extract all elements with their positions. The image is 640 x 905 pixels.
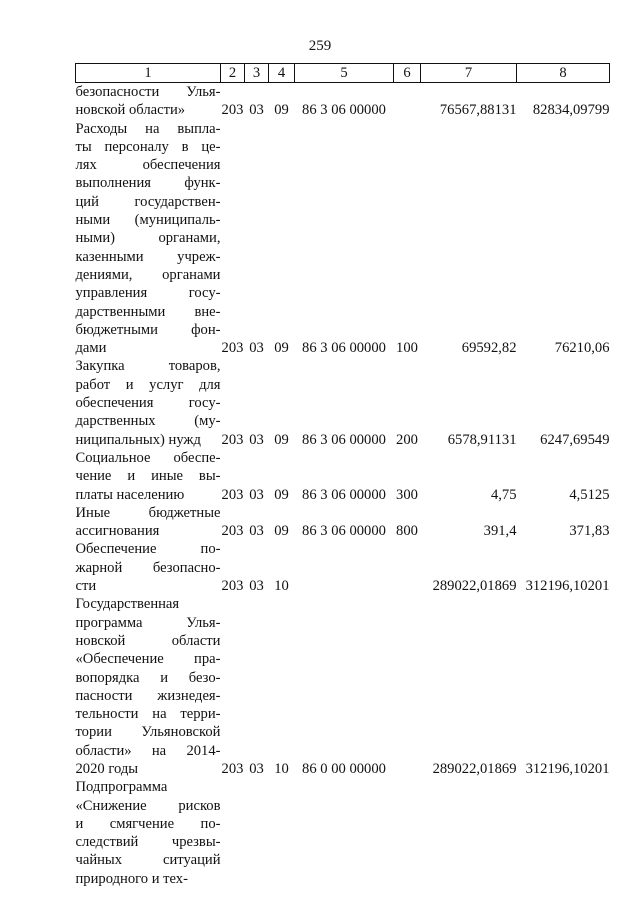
col-glava: 203 (221, 760, 244, 777)
page-number: 259 (308, 38, 332, 54)
col-amount-year-1: 76567,88131 (439, 102, 517, 119)
col-target-article (295, 540, 394, 595)
table-row (76, 778, 610, 888)
table-row (76, 83, 610, 120)
col-expense-type (394, 595, 421, 778)
description-line: платы населению (75, 486, 185, 503)
col-glava: 203 (221, 578, 244, 595)
description-line: дарственными вне- (75, 303, 221, 320)
col-razdel: 03 (249, 431, 264, 448)
description-line: программа Улья- (75, 614, 221, 631)
table-row (76, 540, 610, 595)
row-description (76, 120, 221, 358)
col-razdel: 03 (249, 486, 264, 503)
header-col-5: 5 (295, 64, 394, 83)
col-expense-type (394, 83, 421, 120)
description-line: бюджетными фон- (75, 321, 221, 338)
col-razdel: 03 (249, 340, 264, 357)
description-line: сти (75, 578, 97, 595)
description-line: Подпрограмма (75, 779, 168, 796)
col-target-article: 86 3 06 00000 (302, 431, 386, 448)
row-description (76, 449, 221, 504)
col-target-article: 86 3 06 00000 (302, 523, 386, 540)
row-description (76, 83, 221, 120)
header-col-6: 6 (394, 64, 421, 83)
col-expense-type: 300 (396, 486, 418, 503)
description-line: безопасности Улья- (75, 84, 221, 100)
col-glava (221, 778, 245, 888)
col-razdel: 03 (249, 760, 264, 777)
col-podrazdel: 09 (274, 431, 289, 448)
col-amount-year-1: 289022,01869 (432, 760, 517, 777)
budget-table (75, 63, 610, 888)
description-line: жарной безопасно- (75, 559, 221, 576)
col-amount-year-2: 312196,10201 (525, 760, 610, 777)
col-target-article: 86 3 06 00000 (302, 340, 386, 357)
description-line: ными) органами, (75, 230, 221, 247)
description-line: чайных ситуаций (75, 852, 221, 869)
description-line: Иные бюджетные (75, 504, 221, 521)
col-amount-year-1: 69592,82 (461, 340, 517, 357)
description-line: дарственных (му- (75, 413, 221, 430)
description-line: вопорядка и безо- (75, 669, 221, 686)
col-amount-year-2 (517, 778, 610, 888)
description-line: работ и услуг для (75, 376, 221, 393)
description-line: управления госу- (75, 285, 221, 302)
description-line: казенными учреж- (75, 248, 221, 265)
col-glava: 203 (221, 486, 244, 503)
description-line: выполнения функ- (75, 175, 221, 192)
col-amount-year-1: 391,4 (483, 523, 517, 540)
description-line: новской области» (75, 102, 186, 119)
col-amount-year-1: 289022,01869 (432, 578, 517, 595)
col-target-article: 86 3 06 00000 (302, 102, 386, 119)
row-description (76, 357, 221, 448)
col-amount-year-2: 76210,06 (554, 340, 610, 357)
col-amount-year-2: 312196,10201 (525, 578, 610, 595)
col-podrazdel: 10 (274, 760, 289, 777)
description-line: Расходы на выпла- (75, 120, 221, 137)
description-line: Государственная (75, 596, 180, 613)
col-podrazdel: 09 (274, 486, 289, 503)
description-line: и смягчение по- (75, 815, 221, 832)
description-line: тельности на терри- (75, 706, 221, 723)
description-line: ций государствен- (75, 193, 221, 210)
table-row (76, 357, 610, 448)
col-expense-type (394, 540, 421, 595)
col-amount-year-2: 371,83 (569, 523, 610, 540)
description-line: Социальное обеспе- (75, 449, 221, 466)
col-glava: 203 (221, 431, 244, 448)
col-podrazdel: 09 (274, 523, 289, 540)
col-glava: 203 (221, 340, 244, 357)
col-amount-year-2: 82834,09799 (532, 102, 610, 119)
col-expense-type: 200 (396, 431, 418, 448)
col-amount-year-1 (421, 778, 517, 888)
row-description (76, 540, 221, 595)
description-line: лях обеспечения (75, 157, 221, 174)
header-col-1: 1 (76, 64, 221, 83)
col-amount-year-1: 4,75 (490, 486, 517, 503)
col-target-article: 86 3 06 00000 (302, 486, 386, 503)
row-description (76, 595, 221, 778)
col-razdel: 03 (249, 578, 264, 595)
col-target-article: 86 0 00 00000 (302, 760, 386, 777)
col-razdel: 03 (249, 523, 264, 540)
col-podrazdel: 09 (274, 102, 289, 119)
col-razdel: 03 (249, 102, 264, 119)
col-razdel (245, 778, 269, 888)
col-amount-year-1: 6578,91131 (447, 431, 517, 448)
description-line: тории Ульяновской (75, 724, 221, 741)
description-line: области» на 2014- (75, 742, 221, 759)
col-glava: 203 (221, 102, 244, 119)
col-amount-year-2: 4,5125 (569, 486, 610, 503)
row-description (76, 504, 221, 541)
table-row (76, 449, 610, 504)
col-expense-type (394, 778, 421, 888)
col-podrazdel: 09 (274, 340, 289, 357)
description-line: новской области (75, 632, 221, 649)
description-line: обеспечения госу- (75, 395, 221, 412)
header-col-3: 3 (245, 64, 269, 83)
table-row (76, 504, 610, 541)
header-col-7: 7 (421, 64, 517, 83)
description-line: ты персоналу в це- (75, 138, 221, 155)
description-line: пасности жизнедея- (75, 687, 221, 704)
description-line: ниципальных) нужд (75, 431, 201, 448)
col-amount-year-2: 6247,69549 (540, 431, 610, 448)
col-podrazdel (269, 778, 295, 888)
table-row (76, 595, 610, 778)
header-col-4: 4 (269, 64, 295, 83)
header-col-8: 8 (517, 64, 610, 83)
description-line: дениями, органами (75, 266, 221, 283)
description-line: следствий чрезвы- (75, 834, 221, 851)
header-row (76, 64, 610, 83)
description-line: «Снижение рисков (75, 797, 221, 814)
col-expense-type: 800 (396, 523, 418, 540)
col-expense-type: 100 (396, 340, 418, 357)
description-line: дами (75, 340, 107, 357)
description-line: Закупка товаров, (75, 358, 221, 375)
description-line: 2020 годы (75, 760, 139, 777)
row-description (76, 778, 221, 888)
col-glava: 203 (221, 523, 244, 540)
description-line: ными (муниципаль- (75, 212, 221, 229)
col-podrazdel: 10 (274, 578, 289, 595)
description-line: «Обеспечение пра- (75, 651, 221, 668)
table-row (76, 120, 610, 358)
header-col-2: 2 (221, 64, 245, 83)
col-target-article (295, 778, 394, 888)
description-line: ассигнования (75, 523, 160, 540)
description-line: Обеспечение по- (75, 541, 221, 558)
description-line: чение и иные вы- (75, 468, 221, 485)
description-line: природного и тех- (75, 870, 188, 887)
